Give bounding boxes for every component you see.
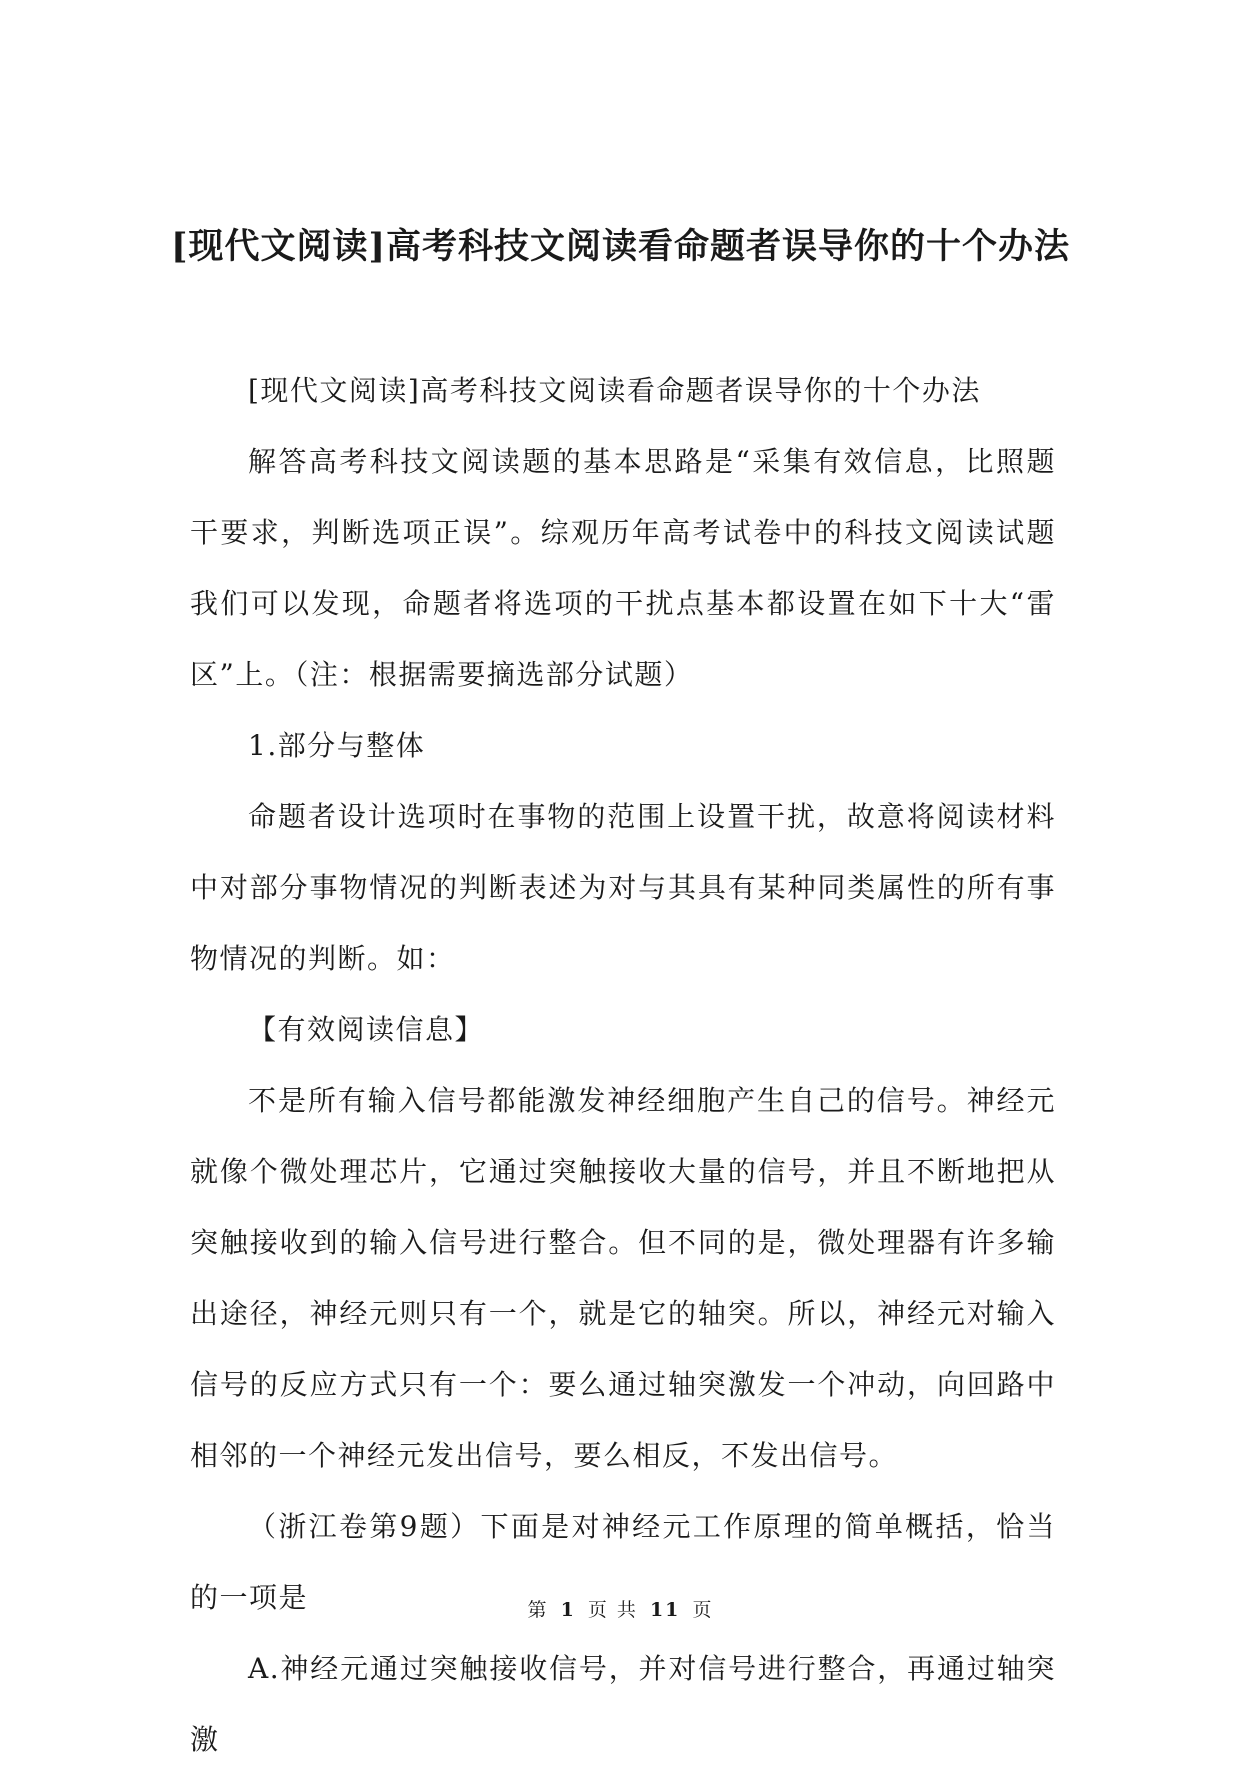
- section-heading: 1.部分与整体: [248, 729, 426, 762]
- info-heading: 【有效阅读信息】: [248, 1013, 485, 1046]
- paragraph-intro: 解答高考科技文阅读题的基本思路是“采集有效信息，比照题干要求，判断选项正误”。综观历年高考试卷中的科技文阅读试题我们可以发现，命题者将选项的干扰点基本都设置在如下十大“雷区”上。（注：根据需要摘选部分试题）: [190, 445, 1056, 691]
- total-pages-number: 11: [649, 1599, 681, 1621]
- footer-suffix: 页: [692, 1599, 714, 1621]
- paragraph-question: （浙江卷第9题）下面是对神经元工作原理的简单概括，恰当的一项是: [190, 1510, 1056, 1614]
- page-footer: [0, 1597, 1241, 1623]
- paragraph-subtitle: [现代文阅读]高考科技文阅读看命题者误导你的十个办法: [248, 374, 981, 407]
- document-title: [现代文阅读]高考科技文阅读看命题者误导你的十个办法: [170, 226, 1071, 267]
- current-page-number: 1: [560, 1599, 576, 1621]
- paragraph-explanation: 命题者设计选项时在事物的范围上设置干扰，故意将阅读材料中对部分事物情况的判断表述为对与其具有某种同类属性的所有事物情况的判断。如：: [190, 800, 1056, 975]
- footer-prefix: 第: [527, 1599, 549, 1621]
- paragraph-reading-material: 不是所有输入信号都能激发神经细胞产生自己的信号。神经元就像个微处理芯片，它通过突触接收大量的信号，并且不断地把从突触接收到的输入信号进行整合。但不同的是，微处理器有许多输出途径，神经元则只有一个，就是它的轴突。所以，神经元对输入信号的反应方式只有一个：要么通过轴突激发一个冲动，向回路中相邻的一个神经元发出信号，要么相反，不发出信号。: [190, 1084, 1056, 1472]
- footer-middle: 页 共: [587, 1599, 638, 1621]
- paragraph-option-a: A.神经元通过突触接收信号，并对信号进行整合，再通过轴突激: [190, 1652, 1056, 1756]
- document-body: [190, 355, 1056, 1775]
